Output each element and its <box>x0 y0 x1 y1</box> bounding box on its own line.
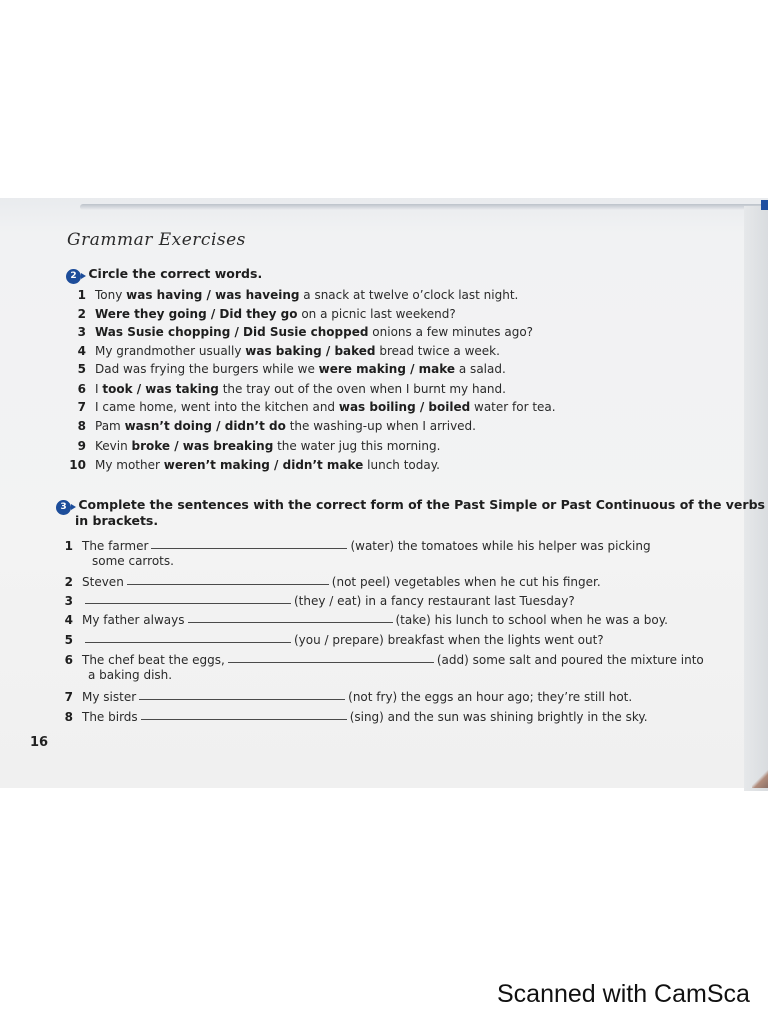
item-number: 2 <box>77 307 86 321</box>
item-number: 2 <box>64 575 73 589</box>
sentence-start: I <box>95 382 103 396</box>
answer-blank[interactable] <box>151 538 347 549</box>
answer-choices[interactable]: took / was taking <box>102 382 219 396</box>
exercise-2-item <box>50 458 440 473</box>
item-number: 10 <box>69 458 86 472</box>
exercise-2-item <box>68 439 440 454</box>
answer-blank[interactable] <box>85 593 291 604</box>
exercise-3-item <box>55 612 668 628</box>
page-number: 16 <box>30 735 49 750</box>
exercise-3-item <box>55 689 632 705</box>
exercise-2-item <box>68 325 533 340</box>
answer-choices[interactable]: broke / was breaking <box>131 439 274 453</box>
blue-corner-mark <box>761 200 768 210</box>
exercise-3-item <box>55 652 704 668</box>
answer-blank[interactable] <box>188 612 393 623</box>
section-title: Grammar Exercises <box>67 230 246 250</box>
exercise-2-item <box>68 419 476 434</box>
sentence-start: The birds <box>82 710 138 724</box>
page-corner-shadow <box>752 770 768 788</box>
item-number: 5 <box>64 633 73 647</box>
exercise-2-item <box>68 288 518 303</box>
sentence-end: bread twice a week. <box>375 344 500 358</box>
item-number: 4 <box>64 613 73 627</box>
exercise-2-item <box>68 307 456 322</box>
item-number: 5 <box>77 362 86 376</box>
answer-blank[interactable] <box>139 689 345 700</box>
exercise-2-item <box>68 362 506 377</box>
exercise-2-instruction: Circle the correct words. <box>88 266 263 281</box>
sentence-end: water for tea. <box>470 400 556 414</box>
exercise-2-item <box>68 400 556 415</box>
sentence-continuation: some carrots. <box>92 554 174 568</box>
answer-choices[interactable]: was baking / baked <box>245 344 376 358</box>
sentence-start: Tony <box>95 288 127 302</box>
exercise-3-heading <box>56 497 765 515</box>
sentence-end: onions a few minutes ago? <box>368 325 534 339</box>
sentence-continuation: a baking dish. <box>88 668 173 682</box>
sentence-end: the washing-up when I arrived. <box>285 419 476 433</box>
sentence-end: (they / eat) in a fancy restaurant last Tuesday? <box>294 594 575 608</box>
sentence-start: Steven <box>82 575 124 589</box>
item-number: 1 <box>64 539 73 553</box>
page-top-shadow <box>80 204 768 210</box>
exercise-3-item <box>55 632 604 648</box>
answer-choices[interactable]: was having / was haveing <box>126 288 300 302</box>
sentence-start: My father always <box>82 613 185 627</box>
exercise-number-badge: 2 <box>66 269 81 284</box>
sentence-end: on a picnic last weekend? <box>297 307 456 321</box>
item-number: 7 <box>77 400 86 414</box>
sentence-end: the tray out of the oven when I burnt my hand. <box>218 382 506 396</box>
sentence-start: My sister <box>82 690 137 704</box>
answer-choices[interactable]: were making / make <box>318 362 456 376</box>
answer-choices[interactable]: was boiling / boiled <box>338 400 471 414</box>
item-number: 9 <box>77 439 86 453</box>
item-number: 8 <box>77 419 86 433</box>
item-number: 3 <box>64 594 73 608</box>
sentence-end: (add) some salt and poured the mixture into <box>436 653 704 667</box>
scanner-watermark: Scanned with CamSca <box>497 980 750 1008</box>
sentence-end: (sing) and the sun was shining brightly in the sky. <box>349 710 648 724</box>
sentence-start: Kevin <box>95 439 132 453</box>
exercise-2-item <box>68 382 506 397</box>
answer-choices[interactable]: weren’t making / didn’t make <box>163 458 364 472</box>
answer-blank[interactable] <box>127 574 329 585</box>
sentence-start: The chef beat the eggs, <box>82 653 225 667</box>
item-number: 6 <box>64 653 73 667</box>
sentence-end: a snack at twelve o’clock last night. <box>299 288 519 302</box>
exercise-3-item <box>55 709 648 725</box>
sentence-end: (water) the tomatoes while his helper was picking <box>350 539 651 553</box>
exercise-2-heading <box>66 266 262 284</box>
sentence-start: Pam <box>95 419 125 433</box>
item-number: 4 <box>77 344 86 358</box>
sentence-end: lunch today. <box>363 458 440 472</box>
sentence-start: My grandmother usually <box>95 344 246 358</box>
item-number: 1 <box>77 288 86 302</box>
exercise-3-item <box>55 574 601 590</box>
exercise-3-item <box>55 593 575 609</box>
answer-choices[interactable]: Was Susie chopping / Did Susie chopped <box>95 325 369 339</box>
sentence-start: The farmer <box>82 539 149 553</box>
sentence-end: (take) his lunch to school when he was a boy. <box>395 613 668 627</box>
exercise-3-instruction-cont: in brackets. <box>75 513 159 528</box>
sentence-start: Dad was frying the burgers while we <box>95 362 319 376</box>
sentence-end: the water jug this morning. <box>273 439 441 453</box>
sentence-end: (you / prepare) breakfast when the lights went out? <box>294 633 604 647</box>
answer-blank[interactable] <box>228 652 434 663</box>
answer-choices[interactable]: Were they going / Did they go <box>95 307 298 321</box>
answer-blank[interactable] <box>141 709 347 720</box>
sentence-end: (not fry) the eggs an hour ago; they’re still hot. <box>348 690 633 704</box>
exercise-3-instruction: Complete the sentences with the correct form of the Past Simple or Past Continuous of the verbs <box>78 497 765 512</box>
item-number: 3 <box>77 325 86 339</box>
sentence-start: My mother <box>95 458 164 472</box>
sentence-start: I came home, went into the kitchen and <box>95 400 339 414</box>
sentence-end: (not peel) vegetables when he cut his finger. <box>331 575 601 589</box>
item-number: 7 <box>64 690 73 704</box>
item-number: 8 <box>64 710 73 724</box>
sentence-end: a salad. <box>455 362 506 376</box>
exercise-3-item <box>55 538 651 554</box>
item-number: 6 <box>77 382 86 396</box>
answer-blank[interactable] <box>85 632 291 643</box>
exercise-number-badge: 3 <box>56 500 71 515</box>
answer-choices[interactable]: wasn’t doing / didn’t do <box>124 419 286 433</box>
exercise-2-item <box>68 344 500 359</box>
